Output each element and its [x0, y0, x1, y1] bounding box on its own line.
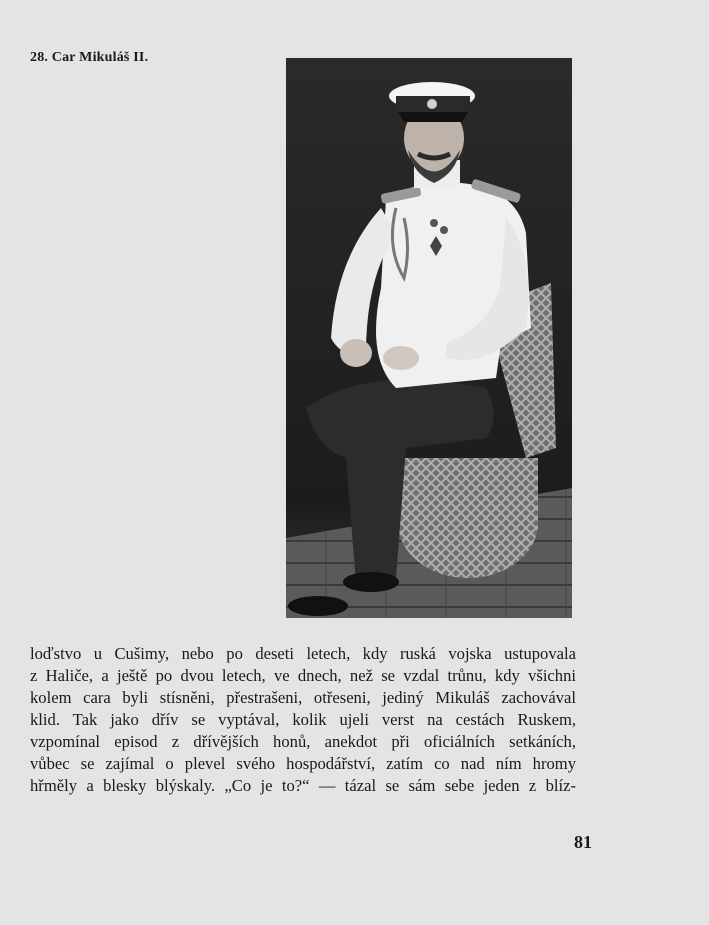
text-line: loďstvo u Cušimy, nebo po deseti letech, kdy ruská vojska ustupovala — [30, 644, 576, 663]
text-line: vzpomínal episod z dřívějších honů, anekdot při oficiálních setkáních, — [30, 732, 576, 751]
figure-caption: 28. Car Mikuláš II. — [30, 50, 149, 65]
text-line: vůbec se zajímal o plevel svého hospodářství, zatím co nad ním hromy — [30, 754, 576, 773]
text-line: hřměly a blesky blýskaly. „Co je to?“ — tázal se sám sebe jeden z blíz- — [30, 776, 576, 795]
text-line: klid. Tak jako dřív se vyptával, kolik ujeli verst na cestách Ruskem, — [30, 710, 576, 729]
portrait-illustration — [286, 58, 572, 618]
portrait-photo — [286, 58, 572, 618]
page-number: 81 — [574, 832, 592, 852]
text-line: kolem cara byli stísněni, přestrašeni, otřeseni, jediný Mikuláš zachovával — [30, 688, 576, 707]
text-line: z Haliče, a ještě po dvou letech, ve dnech, než se vzdal trůnu, kdy všichni — [30, 666, 576, 685]
body-paragraph — [30, 643, 576, 797]
